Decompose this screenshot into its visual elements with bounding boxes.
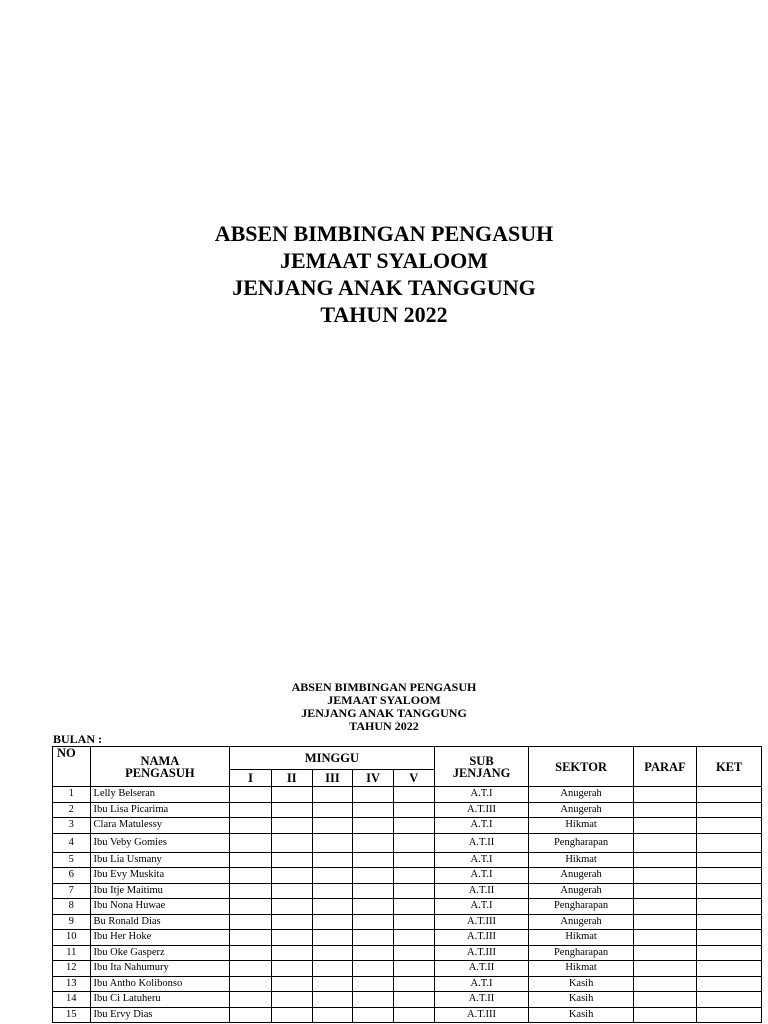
cell-paraf (633, 976, 697, 992)
table-row (53, 976, 762, 992)
cell-minggu-5 (393, 899, 434, 915)
header-minggu-4: IV (353, 770, 394, 787)
cell-minggu-5 (393, 787, 434, 803)
table-title-line-4: TAHUN 2022 (349, 719, 419, 733)
cell-sub-jenjang: A.T.I (434, 818, 529, 834)
cell-paraf (633, 992, 697, 1008)
cell-minggu-2 (271, 802, 312, 818)
cell-nama: Ibu Oke Gasperz (90, 945, 230, 961)
cell-sub-jenjang: A.T.I (434, 787, 529, 803)
cell-minggu-4 (353, 992, 394, 1008)
header-ket: KET (697, 747, 762, 787)
cell-sub-jenjang: A.T.III (434, 802, 529, 818)
cell-sub-jenjang: A.T.II (434, 833, 529, 852)
cell-minggu-1 (230, 945, 272, 961)
table-row (53, 787, 762, 803)
cell-minggu-5 (393, 883, 434, 899)
header-nama-line-2: PENGASUH (125, 765, 195, 780)
cell-no: 13 (53, 976, 91, 992)
cell-nama: Lelly Belseran (90, 787, 230, 803)
cell-minggu-2 (271, 787, 312, 803)
cell-ket (697, 945, 762, 961)
cell-nama: Ibu Lia Usmany (90, 852, 230, 868)
table-title-line-3: JENJANG ANAK TANGGUNG (301, 706, 467, 720)
cell-minggu-5 (393, 945, 434, 961)
cell-minggu-3 (312, 945, 353, 961)
cell-paraf (633, 899, 697, 915)
table-title (0, 681, 768, 733)
cell-minggu-1 (230, 802, 272, 818)
header-paraf: PARAF (633, 747, 697, 787)
cell-minggu-1 (230, 961, 272, 977)
cell-ket (697, 802, 762, 818)
cell-ket (697, 976, 762, 992)
header-minggu-5: V (393, 770, 434, 787)
cell-nama: Bu Ronald Dias (90, 914, 230, 930)
cell-minggu-1 (230, 852, 272, 868)
cell-sektor: Anugerah (529, 802, 633, 818)
cell-paraf (633, 914, 697, 930)
cell-minggu-2 (271, 833, 312, 852)
cell-minggu-1 (230, 992, 272, 1008)
cell-minggu-5 (393, 818, 434, 834)
cell-minggu-1 (230, 868, 272, 884)
cell-paraf (633, 1007, 697, 1023)
cell-ket (697, 868, 762, 884)
cell-sub-jenjang: A.T.I (434, 868, 529, 884)
table-title-line-1: ABSEN BIMBINGAN PENGASUH (291, 680, 477, 694)
cell-paraf (633, 787, 697, 803)
cell-minggu-2 (271, 818, 312, 834)
cell-sub-jenjang: A.T.III (434, 1007, 529, 1023)
table-header (53, 747, 762, 787)
cell-nama: Ibu Ita Nahumury (90, 961, 230, 977)
header-minggu: MINGGU (230, 747, 434, 770)
cell-minggu-3 (312, 833, 353, 852)
cell-no: 12 (53, 961, 91, 977)
cell-sektor: Anugerah (529, 914, 633, 930)
cell-minggu-2 (271, 868, 312, 884)
cell-minggu-4 (353, 868, 394, 884)
table-title-line-2: JEMAAT SYALOOM (327, 693, 441, 707)
cell-minggu-4 (353, 1007, 394, 1023)
cell-minggu-5 (393, 961, 434, 977)
cell-no: 1 (53, 787, 91, 803)
cell-no: 7 (53, 883, 91, 899)
cell-nama: Ibu Nona Huwae (90, 899, 230, 915)
cell-ket (697, 992, 762, 1008)
cell-minggu-3 (312, 852, 353, 868)
cell-minggu-3 (312, 992, 353, 1008)
cell-no: 2 (53, 802, 91, 818)
cell-minggu-3 (312, 914, 353, 930)
cell-no: 14 (53, 992, 91, 1008)
cell-minggu-3 (312, 787, 353, 803)
cell-no: 8 (53, 899, 91, 915)
table-row (53, 868, 762, 884)
cell-sektor: Kasih (529, 976, 633, 992)
cell-minggu-3 (312, 818, 353, 834)
cell-no: 15 (53, 1007, 91, 1023)
cell-sektor: Hikmat (529, 818, 633, 834)
table-row (53, 1007, 762, 1023)
cell-sektor: Pengharapan (529, 833, 633, 852)
cell-minggu-5 (393, 1007, 434, 1023)
table-row (53, 833, 762, 852)
cell-ket (697, 833, 762, 852)
table-body (53, 787, 762, 1023)
cell-minggu-4 (353, 945, 394, 961)
cell-minggu-3 (312, 930, 353, 946)
cell-minggu-1 (230, 914, 272, 930)
header-minggu-2: II (271, 770, 312, 787)
cell-ket (697, 787, 762, 803)
cell-minggu-3 (312, 883, 353, 899)
cell-minggu-4 (353, 976, 394, 992)
header-sektor: SEKTOR (529, 747, 633, 787)
cell-sektor: Pengharapan (529, 899, 633, 915)
cell-minggu-4 (353, 787, 394, 803)
cell-sub-jenjang: A.T.II (434, 961, 529, 977)
cell-minggu-1 (230, 883, 272, 899)
cell-sektor: Pengharapan (529, 945, 633, 961)
cell-minggu-2 (271, 930, 312, 946)
attendance-table (52, 746, 762, 1023)
cell-minggu-2 (271, 883, 312, 899)
cell-no: 3 (53, 818, 91, 834)
cell-minggu-4 (353, 833, 394, 852)
cell-minggu-3 (312, 899, 353, 915)
cell-minggu-1 (230, 976, 272, 992)
title-line-4: TAHUN 2022 (320, 302, 448, 327)
cell-minggu-2 (271, 899, 312, 915)
table-row (53, 961, 762, 977)
table-row (53, 945, 762, 961)
cell-minggu-4 (353, 930, 394, 946)
cell-ket (697, 818, 762, 834)
cell-sektor: Kasih (529, 1007, 633, 1023)
cell-minggu-4 (353, 899, 394, 915)
cell-paraf (633, 802, 697, 818)
cell-minggu-3 (312, 961, 353, 977)
cell-minggu-2 (271, 976, 312, 992)
cell-minggu-4 (353, 818, 394, 834)
table-row (53, 930, 762, 946)
table-row (53, 899, 762, 915)
table-row (53, 818, 762, 834)
cell-nama: Ibu Evy Muskita (90, 868, 230, 884)
cell-sub-jenjang: A.T.III (434, 914, 529, 930)
table-row (53, 802, 762, 818)
cell-sektor: Hikmat (529, 852, 633, 868)
cell-minggu-3 (312, 1007, 353, 1023)
cell-sektor: Anugerah (529, 868, 633, 884)
cell-sektor: Hikmat (529, 930, 633, 946)
cell-sektor: Anugerah (529, 883, 633, 899)
cell-minggu-5 (393, 976, 434, 992)
cell-nama: Ibu Lisa Picarima (90, 802, 230, 818)
cell-minggu-1 (230, 899, 272, 915)
cell-minggu-2 (271, 992, 312, 1008)
document-title (0, 220, 768, 328)
cell-sub-jenjang: A.T.II (434, 992, 529, 1008)
cell-paraf (633, 883, 697, 899)
cell-ket (697, 883, 762, 899)
cell-nama: Ibu Antho Kolibonso (90, 976, 230, 992)
cell-ket (697, 899, 762, 915)
cell-paraf (633, 930, 697, 946)
cell-minggu-4 (353, 914, 394, 930)
cell-paraf (633, 868, 697, 884)
cell-minggu-2 (271, 961, 312, 977)
title-line-3: JENJANG ANAK TANGGUNG (232, 275, 536, 300)
cell-paraf (633, 852, 697, 868)
cell-nama: Ibu Veby Gomies (90, 833, 230, 852)
table-row (53, 914, 762, 930)
cell-no: 6 (53, 868, 91, 884)
cell-minggu-1 (230, 1007, 272, 1023)
header-sub-line-2: JENJANG (452, 765, 511, 780)
cell-minggu-5 (393, 992, 434, 1008)
cell-minggu-1 (230, 787, 272, 803)
cell-nama: Ibu Ervy Dias (90, 1007, 230, 1023)
title-line-1: ABSEN BIMBINGAN PENGASUH (214, 221, 554, 246)
cell-minggu-5 (393, 868, 434, 884)
cell-minggu-1 (230, 833, 272, 852)
cell-minggu-4 (353, 802, 394, 818)
table-row (53, 992, 762, 1008)
cell-sektor: Hikmat (529, 961, 633, 977)
cell-minggu-4 (353, 883, 394, 899)
cell-minggu-5 (393, 852, 434, 868)
cell-sektor: Kasih (529, 992, 633, 1008)
cell-nama: Clara Matulessy (90, 818, 230, 834)
cell-ket (697, 914, 762, 930)
cell-minggu-2 (271, 1007, 312, 1023)
cell-minggu-2 (271, 945, 312, 961)
table-row (53, 883, 762, 899)
header-sub-line-1: SUB (469, 753, 494, 768)
cell-sub-jenjang: A.T.III (434, 945, 529, 961)
cell-nama: Ibu Itje Maitimu (90, 883, 230, 899)
header-minggu-1: I (230, 770, 272, 787)
cell-minggu-5 (393, 833, 434, 852)
header-no: NO (53, 747, 91, 787)
cell-ket (697, 1007, 762, 1023)
cell-minggu-1 (230, 930, 272, 946)
cell-sub-jenjang: A.T.I (434, 899, 529, 915)
title-line-2: JEMAAT SYALOOM (279, 248, 488, 273)
cell-sub-jenjang: A.T.II (434, 883, 529, 899)
cell-minggu-3 (312, 976, 353, 992)
cell-minggu-1 (230, 818, 272, 834)
cell-paraf (633, 961, 697, 977)
cell-no: 5 (53, 852, 91, 868)
cell-no: 4 (53, 833, 91, 852)
cell-sub-jenjang: A.T.III (434, 930, 529, 946)
bulan-label: BULAN : (53, 732, 103, 746)
cell-minggu-2 (271, 852, 312, 868)
cell-minggu-5 (393, 930, 434, 946)
cell-minggu-3 (312, 868, 353, 884)
cell-no: 9 (53, 914, 91, 930)
cell-sektor: Anugerah (529, 787, 633, 803)
header-sub-jenjang (434, 747, 529, 787)
header-minggu-3: III (312, 770, 353, 787)
cell-minggu-2 (271, 914, 312, 930)
cell-no: 10 (53, 930, 91, 946)
table-row (53, 852, 762, 868)
cell-ket (697, 930, 762, 946)
cell-no: 11 (53, 945, 91, 961)
header-nama-pengasuh (90, 747, 230, 787)
cell-sub-jenjang: A.T.I (434, 976, 529, 992)
cell-paraf (633, 818, 697, 834)
cell-minggu-5 (393, 914, 434, 930)
cell-minggu-5 (393, 802, 434, 818)
cell-ket (697, 852, 762, 868)
cell-minggu-4 (353, 961, 394, 977)
header-nama-line-1: NAMA (140, 753, 180, 768)
cell-sub-jenjang: A.T.I (434, 852, 529, 868)
cell-nama: Ibu Ci Latuheru (90, 992, 230, 1008)
cell-paraf (633, 945, 697, 961)
cell-paraf (633, 833, 697, 852)
cell-minggu-4 (353, 852, 394, 868)
cell-nama: Ibu Her Hoke (90, 930, 230, 946)
cell-ket (697, 961, 762, 977)
cell-minggu-3 (312, 802, 353, 818)
